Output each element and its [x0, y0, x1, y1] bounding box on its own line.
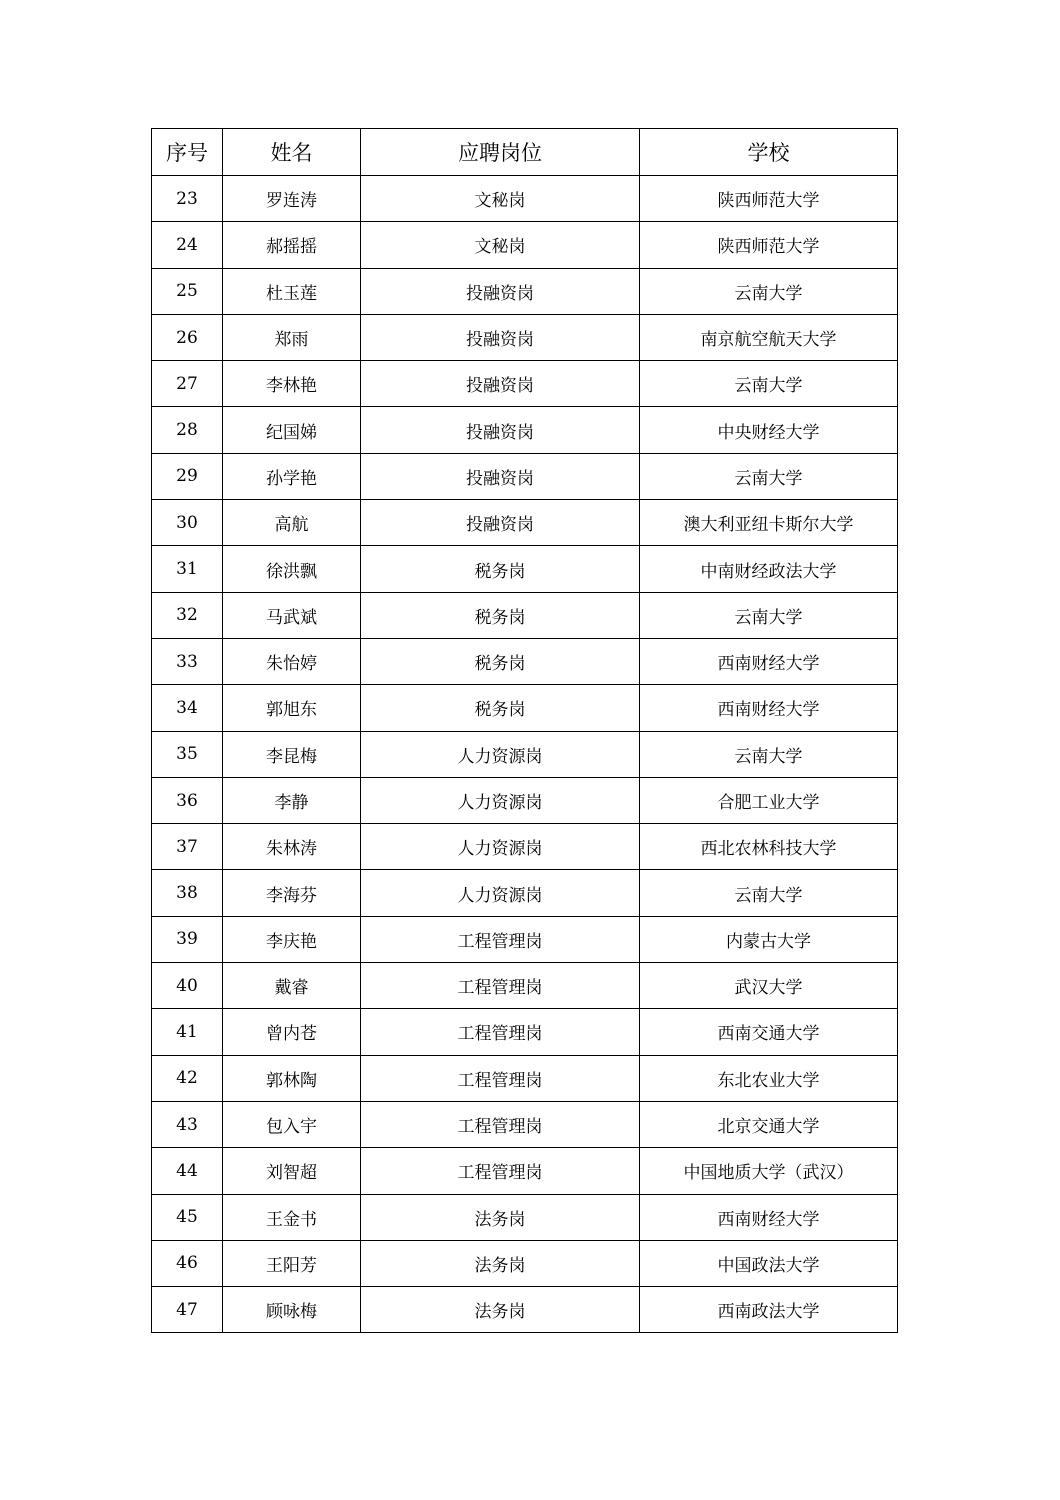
cell-index: 43 [152, 1101, 223, 1147]
cell-index: 26 [152, 314, 223, 360]
header-school: 学校 [640, 129, 898, 176]
cell-school: 中南财经政法大学 [640, 546, 898, 592]
cell-school: 陕西师范大学 [640, 176, 898, 222]
cell-school: 西南交通大学 [640, 1009, 898, 1055]
cell-name: 郝摇摇 [223, 222, 361, 268]
cell-position: 文秘岗 [361, 176, 640, 222]
cell-index: 38 [152, 870, 223, 916]
cell-name: 刘智超 [223, 1148, 361, 1194]
cell-index: 40 [152, 963, 223, 1009]
cell-index: 34 [152, 685, 223, 731]
cell-position: 法务岗 [361, 1287, 640, 1333]
cell-school: 中国政法大学 [640, 1240, 898, 1286]
cell-school: 澳大利亚纽卡斯尔大学 [640, 500, 898, 546]
cell-school: 东北农业大学 [640, 1055, 898, 1101]
table-row [152, 870, 898, 916]
cell-name: 孙学艳 [223, 453, 361, 499]
cell-name: 包入宇 [223, 1101, 361, 1147]
table-row [152, 1055, 898, 1101]
table-row [152, 592, 898, 638]
cell-index: 47 [152, 1287, 223, 1333]
cell-index: 39 [152, 916, 223, 962]
cell-index: 33 [152, 638, 223, 684]
cell-index: 28 [152, 407, 223, 453]
cell-school: 西南财经大学 [640, 638, 898, 684]
cell-name: 王金书 [223, 1194, 361, 1240]
cell-name: 高航 [223, 500, 361, 546]
cell-index: 41 [152, 1009, 223, 1055]
cell-school: 西南财经大学 [640, 1194, 898, 1240]
cell-index: 32 [152, 592, 223, 638]
cell-position: 法务岗 [361, 1194, 640, 1240]
table-row [152, 361, 898, 407]
cell-position: 人力资源岗 [361, 870, 640, 916]
cell-name: 郭旭东 [223, 685, 361, 731]
table-row [152, 916, 898, 962]
cell-position: 人力资源岗 [361, 824, 640, 870]
cell-index: 24 [152, 222, 223, 268]
cell-school: 武汉大学 [640, 963, 898, 1009]
table-header-row [152, 129, 898, 176]
cell-school: 云南大学 [640, 592, 898, 638]
table-row [152, 500, 898, 546]
cell-name: 李林艳 [223, 361, 361, 407]
cell-name: 马武斌 [223, 592, 361, 638]
cell-name: 顾咏梅 [223, 1287, 361, 1333]
cell-name: 纪国娣 [223, 407, 361, 453]
table-row [152, 1240, 898, 1286]
cell-name: 李海芬 [223, 870, 361, 916]
cell-name: 朱怡婷 [223, 638, 361, 684]
cell-name: 徐洪飘 [223, 546, 361, 592]
cell-name: 曾内苍 [223, 1009, 361, 1055]
table-row [152, 1194, 898, 1240]
table-row [152, 685, 898, 731]
cell-school: 云南大学 [640, 453, 898, 499]
table-row [152, 176, 898, 222]
cell-position: 投融资岗 [361, 314, 640, 360]
header-name: 姓名 [223, 129, 361, 176]
table-row [152, 1148, 898, 1194]
cell-name: 郑雨 [223, 314, 361, 360]
cell-name: 朱林涛 [223, 824, 361, 870]
table-row [152, 407, 898, 453]
cell-position: 投融资岗 [361, 407, 640, 453]
cell-school: 西南财经大学 [640, 685, 898, 731]
cell-school: 北京交通大学 [640, 1101, 898, 1147]
cell-index: 27 [152, 361, 223, 407]
cell-name: 李昆梅 [223, 731, 361, 777]
cell-name: 杜玉莲 [223, 268, 361, 314]
cell-position: 投融资岗 [361, 268, 640, 314]
table-row [152, 1009, 898, 1055]
cell-position: 税务岗 [361, 685, 640, 731]
cell-position: 工程管理岗 [361, 1009, 640, 1055]
cell-position: 工程管理岗 [361, 1148, 640, 1194]
cell-name: 王阳芳 [223, 1240, 361, 1286]
cell-index: 30 [152, 500, 223, 546]
cell-index: 45 [152, 1194, 223, 1240]
cell-name: 李静 [223, 777, 361, 823]
cell-position: 工程管理岗 [361, 1101, 640, 1147]
cell-school: 陕西师范大学 [640, 222, 898, 268]
cell-school: 西北农林科技大学 [640, 824, 898, 870]
cell-school: 南京航空航天大学 [640, 314, 898, 360]
cell-index: 44 [152, 1148, 223, 1194]
cell-index: 46 [152, 1240, 223, 1286]
table-row [152, 777, 898, 823]
cell-school: 云南大学 [640, 731, 898, 777]
cell-school: 内蒙古大学 [640, 916, 898, 962]
cell-position: 投融资岗 [361, 361, 640, 407]
table-row [152, 638, 898, 684]
cell-school: 中央财经大学 [640, 407, 898, 453]
cell-index: 23 [152, 176, 223, 222]
table-row [152, 314, 898, 360]
cell-index: 35 [152, 731, 223, 777]
cell-name: 郭林陶 [223, 1055, 361, 1101]
cell-position: 人力资源岗 [361, 731, 640, 777]
cell-position: 投融资岗 [361, 500, 640, 546]
cell-index: 31 [152, 546, 223, 592]
header-position: 应聘岗位 [361, 129, 640, 176]
cell-position: 税务岗 [361, 592, 640, 638]
cell-school: 云南大学 [640, 361, 898, 407]
cell-index: 36 [152, 777, 223, 823]
cell-position: 工程管理岗 [361, 916, 640, 962]
cell-name: 戴睿 [223, 963, 361, 1009]
cell-name: 罗连涛 [223, 176, 361, 222]
cell-position: 投融资岗 [361, 453, 640, 499]
cell-position: 工程管理岗 [361, 963, 640, 1009]
cell-index: 42 [152, 1055, 223, 1101]
table-row [152, 453, 898, 499]
table-row [152, 1101, 898, 1147]
table-row [152, 268, 898, 314]
cell-school: 云南大学 [640, 870, 898, 916]
cell-position: 法务岗 [361, 1240, 640, 1286]
cell-school: 中国地质大学（武汉） [640, 1148, 898, 1194]
cell-position: 税务岗 [361, 546, 640, 592]
cell-school: 云南大学 [640, 268, 898, 314]
cell-school: 西南政法大学 [640, 1287, 898, 1333]
cell-index: 25 [152, 268, 223, 314]
cell-position: 工程管理岗 [361, 1055, 640, 1101]
cell-index: 29 [152, 453, 223, 499]
header-index: 序号 [152, 129, 223, 176]
cell-position: 税务岗 [361, 638, 640, 684]
table-row [152, 731, 898, 777]
table-row [152, 222, 898, 268]
table-row [152, 824, 898, 870]
table-row [152, 963, 898, 1009]
table-row [152, 546, 898, 592]
candidate-table [151, 128, 898, 1333]
cell-position: 文秘岗 [361, 222, 640, 268]
cell-index: 37 [152, 824, 223, 870]
table-body [152, 176, 898, 1333]
cell-name: 李庆艳 [223, 916, 361, 962]
cell-position: 人力资源岗 [361, 777, 640, 823]
table-row [152, 1287, 898, 1333]
cell-school: 合肥工业大学 [640, 777, 898, 823]
